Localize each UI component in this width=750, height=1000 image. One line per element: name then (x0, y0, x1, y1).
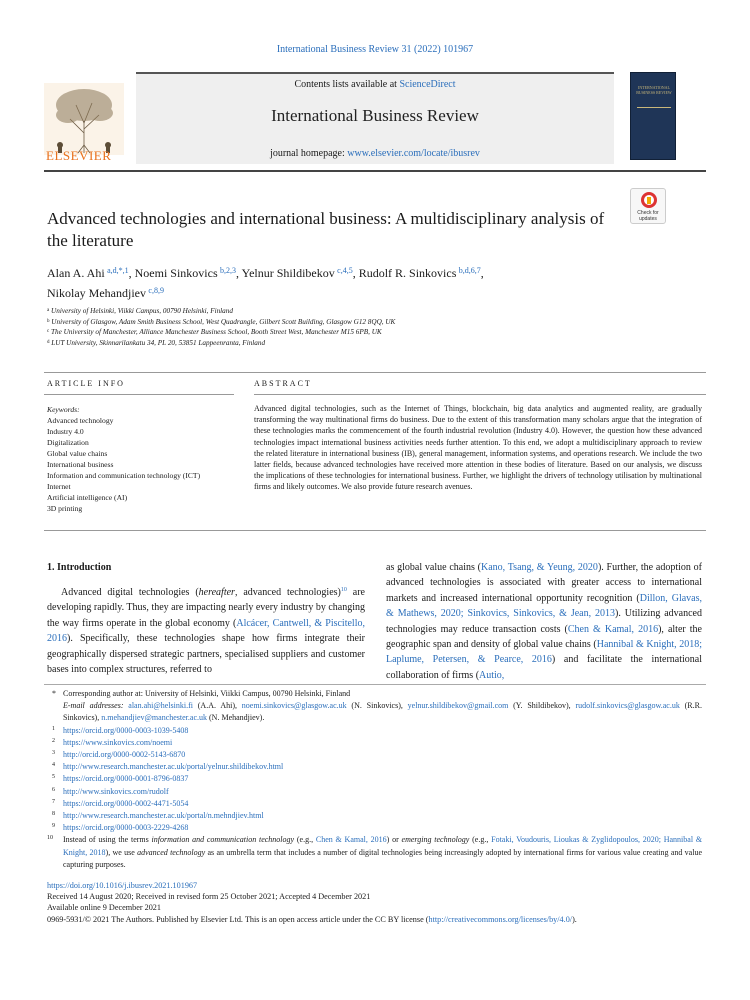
available-online: Available online 9 December 2021 (47, 903, 161, 913)
author-list: Alan A. Ahi $^{a,d,*,1}$, Noemi Sinkovics $^{b,2,3}$, Yelnur Shildibekov $^{c,4,5}$, Rudolf R. Sinkovics $^{b,d,6,7}$, Nikolay Mehandjiev $^{c,8,9}$ (47, 266, 484, 300)
article-title: Advanced technologies and international business: A multidisciplinary analysis of the literature (47, 209, 605, 250)
journal-masthead (44, 72, 676, 164)
author[interactable]: Alan A. Ahi $^{a,d,*,1}$ (47, 266, 129, 280)
affiliation: $^d$ LUT University, Skinnarilankatu 34, PL 20, 53851 Lappeenranta, Finland (47, 338, 266, 347)
email-link[interactable]: noemi.sinkovics@glasgow.ac.uk (241, 701, 347, 711)
footnote-link-item: 9 https://orcid.org/0000-0003-2229-4268 (52, 823, 189, 833)
email-link[interactable]: n.mehandjiev@manchester.ac.uk (101, 713, 208, 723)
footnote-url[interactable]: https://www.sinkovics.com/noemi (63, 737, 173, 747)
footnote-emails: E-mail addresses: alan.ahi@helsinki.fi (A.A. Ahi), noemi.sinkovics@glasgow.ac.uk (N. Sinkovics), yelnur.shildibekov@gmail.com (Y. Shildibekov), rudolf.sinkovics@glasgow.ac.uk (R.R. Sinkovics), n.mehandjiev@manchester.ac.uk (N. Mehandjiev). (63, 701, 702, 723)
affiliation-list (47, 306, 687, 348)
cover-rule (637, 107, 671, 108)
homepage-link[interactable]: www.elsevier.com/locate/ibusrev (347, 148, 480, 159)
footnote-url[interactable]: http://www.research.manchester.ac.uk/portal/yelnur.shildibekov.html (63, 762, 284, 772)
email-link[interactable]: yelnur.shildibekov@gmail.com (407, 701, 509, 711)
author[interactable]: Rudolf R. Sinkovics $^{b,d,6,7}$ (358, 266, 481, 280)
citation-link[interactable]: Hannibal & Knight, 2018; Laplume, Petersen, & Pearce, 2016 (386, 639, 702, 666)
affiliation: $^a$ University of Helsinki, Viikki Campus, 00790 Helsinki, Finland (47, 307, 233, 315)
email-link[interactable]: rudolf.sinkovics@glasgow.ac.uk (575, 701, 680, 711)
homepage-line (136, 148, 614, 159)
citation-link[interactable]: Dillon, Glavas, & Mathews, 2020; Sinkovics, Sinkovics, & Jean, 2013 (386, 592, 703, 620)
contents-prefix: Contents lists available at (294, 79, 400, 90)
citation-link[interactable]: Alcácer, Cantwell, & Piscitello, 2016 (47, 617, 365, 645)
citation-link[interactable]: Chen & Kamal, 2016 (315, 835, 387, 845)
journal-cover-thumbnail[interactable] (630, 72, 676, 160)
masthead-divider (44, 170, 706, 172)
cover-title: INTERNATIONAL BUSINESS REVIEW (636, 85, 672, 95)
keyword: Advanced technology (47, 416, 114, 425)
keyword: Digitalization (47, 438, 89, 447)
footnote-url[interactable]: https://orcid.org/0000-0003-1039-5408 (63, 725, 189, 735)
footnote-link-item: 6 http://www.sinkovics.com/rudolf (52, 786, 169, 796)
footnote-link-item: 7 https://orcid.org/0000-0002-4471-5054 (52, 798, 189, 808)
citation-link[interactable]: Fotaki, Voudouris, Lioukas & Zyglidopoulos, 2020; Hannibal & Knight, 2018 (63, 835, 703, 857)
footnote-url[interactable]: http://www.sinkovics.com/rudolf (63, 786, 169, 796)
footnote-url[interactable]: https://orcid.org/0000-0002-4471-5054 (63, 798, 189, 808)
info-divider-bottom (44, 530, 706, 531)
article-info-header: ARTICLE INFO (47, 379, 125, 388)
footnote-link-item: 8 http://www.research.manchester.ac.uk/portal/n.mehndjiev.html (52, 811, 264, 821)
affiliation: $^b$ University of Glasgow, Adam Smith Business School, West Quadrangle, Gilbert Scott Building, Glasgow G12 8QQ, UK (47, 317, 396, 326)
author[interactable]: Nikolay Mehandjiev $^{c,8,9}$ (47, 286, 164, 300)
keyword: Information and communication technology (ICT) (47, 471, 201, 480)
footnote-url[interactable]: http://orcid.org/0000-0002-5143-6870 (63, 750, 186, 760)
section-heading-introduction: 1. Introduction (47, 562, 112, 573)
elsevier-wordmark[interactable]: ELSEVIER (46, 148, 112, 163)
keyword: Industry 4.0 (47, 427, 84, 436)
email-link[interactable]: alan.ahi@helsinki.fi (128, 701, 193, 711)
keyword: Artificial intelligence (AI) (47, 493, 128, 502)
footnote-link-item: 4 http://www.research.manchester.ac.uk/portal/yelnur.shildibekov.html (52, 762, 284, 772)
footnote-url[interactable]: https://orcid.org/0000-0001-8796-0837 (63, 774, 189, 784)
author[interactable]: Noemi Sinkovics $^{b,2,3}$ (134, 266, 237, 280)
citation-link[interactable]: Chen & Kamal, 2016 (567, 623, 659, 635)
footnote-10: 10 Instead of using the terms information and communication technology (e.g., Chen & Kamal, 2016) or emerging technology (e.g., Fotaki, Voudouris, Lioukas & Zyglidopoulos, 2020; Hannibal & Knight, 2018), we use advanced technology as an umbrella term that includes a number of digital technologies being increasingly adopted by international firms for various value creating and value capturing purposes. (47, 835, 703, 869)
journal-title: International Business Review (271, 106, 479, 125)
footnote-link-item: 1 https://orcid.org/0000-0003-1039-5408 (52, 725, 189, 735)
abstract-text: Advanced digital technologies, such as the Internet of Things, blockchain, big data analytics and augmented reality, are gradually transforming the way multinational firms do business. Due to the extent of this transformation many scholars argue that the integration of these technologies marks the commencement of the fourth industrial revolution (Industry 4.0). However, the question how these advanced technologies impact international business activities needs further attention. To this end, we adopt a multidisciplinary approach to review the related literature in international business (IB), general management, information systems, and operations research. We include the two latter fields, because advanced technologies have received more attention in these bodies of literature. Based on our analysis, we discuss the implications of these technologies for international business. Further, we highlight the drivers of technology utilisation by multinational firms and likely outcomes. We also provide future research avenues. (254, 404, 702, 492)
footnote-link-item: 5 https://orcid.org/0000-0001-8796-0837 (52, 774, 189, 784)
masthead-banner (136, 72, 614, 164)
keyword: International business (47, 460, 114, 469)
doi-link[interactable]: https://doi.org/10.1016/j.ibusrev.2021.101967 (47, 881, 198, 890)
info-divider-top (44, 372, 706, 373)
citation-link[interactable]: Kano, Tsang, & Yeung, 2020 (481, 562, 598, 573)
abstract-header: ABSTRACT (254, 379, 312, 388)
keyword: Global value chains (47, 449, 108, 458)
check-updates-icon (641, 192, 657, 208)
keyword: 3D printing (47, 504, 83, 513)
check-for-updates-button[interactable] (630, 188, 666, 224)
intro-paragraph-right: as global value chains (Kano, Tsang, & Yeung, 2020). Further, the adoption of advanced technologies is associated with greater access to international markets and increased international opportunity recognition (Dillon, Glavas, & Mathews, 2020; Sinkovics, Sinkovics, & Jean, 2013). Utilizing advanced technologies may reduce transaction costs (Chen & Kamal, 2016), alter the geographic span and density of global value chains (Hannibal & Knight, 2018; Laplume, Petersen, & Pearce, 2016) and facilitate the international collaboration of firms (Autio, (386, 562, 703, 681)
citation-link[interactable]: Autio, (479, 669, 505, 681)
footnote-divider (44, 684, 706, 685)
keyword-list (47, 404, 237, 514)
affiliation: $^c$ The University of Manchester, Alliance Manchester Business School, Booth Street West, Manchester M15 6PB, UK (47, 328, 382, 337)
contents-line (136, 79, 614, 90)
footnote-link-item: 3 http://orcid.org/0000-0002-5143-6870 (52, 750, 186, 760)
sciencedirect-link[interactable]: ScienceDirect (399, 79, 456, 90)
article-info-divider (44, 394, 234, 395)
footnote-url[interactable]: http://www.research.manchester.ac.uk/portal/n.mehndjiev.html (63, 811, 264, 821)
footnote-ref[interactable]: 10 (340, 587, 347, 593)
footnotes (47, 688, 702, 871)
publication-info (47, 880, 702, 925)
footnote-link-item: 2 https://www.sinkovics.com/noemi (52, 737, 173, 747)
license-line: 0969-5931/© 2021 The Authors. Published by Elsevier Ltd. This is an open access article under the CC BY license (http://creativecommons.org/licenses/by/4.0/). (47, 914, 577, 924)
author[interactable]: Yelnur Shildibekov $^{c,4,5}$ (241, 266, 353, 280)
abstract-divider (254, 394, 706, 395)
keywords-title: Keywords: (47, 405, 80, 414)
homepage-prefix: journal homepage: (270, 148, 348, 159)
license-link[interactable]: http://creativecommons.org/licenses/by/4.0/ (428, 914, 573, 924)
received-dates: Received 14 August 2020; Received in revised form 25 October 2021; Accepted 4 December 2021 (47, 892, 371, 902)
check-updates-label: Check for updates (637, 210, 659, 222)
footnote-corresponding: * Corresponding author at: University of Helsinki, Viikki Campus, 00790 Helsinki, Finland (52, 689, 351, 698)
intro-paragraph-left: Advanced digital technologies (hereafter, advanced technologies)$^{10}$ are developing rapidly. Thus, they are impacting nearly every industry by changing the way firms operate in the global economy (Alcácer, Cantwell, & Piscitello, 2016). Specifically, these technologies shape how firms integrate their geographically dispersed strategic partners, specialised suppliers and customer bases into complex structures, referred to (47, 587, 365, 676)
footnote-url[interactable]: https://orcid.org/0000-0003-2229-4268 (63, 823, 189, 833)
keyword: Internet (47, 482, 71, 491)
journal-reference[interactable]: International Business Review 31 (2022) 101967 (276, 44, 474, 55)
